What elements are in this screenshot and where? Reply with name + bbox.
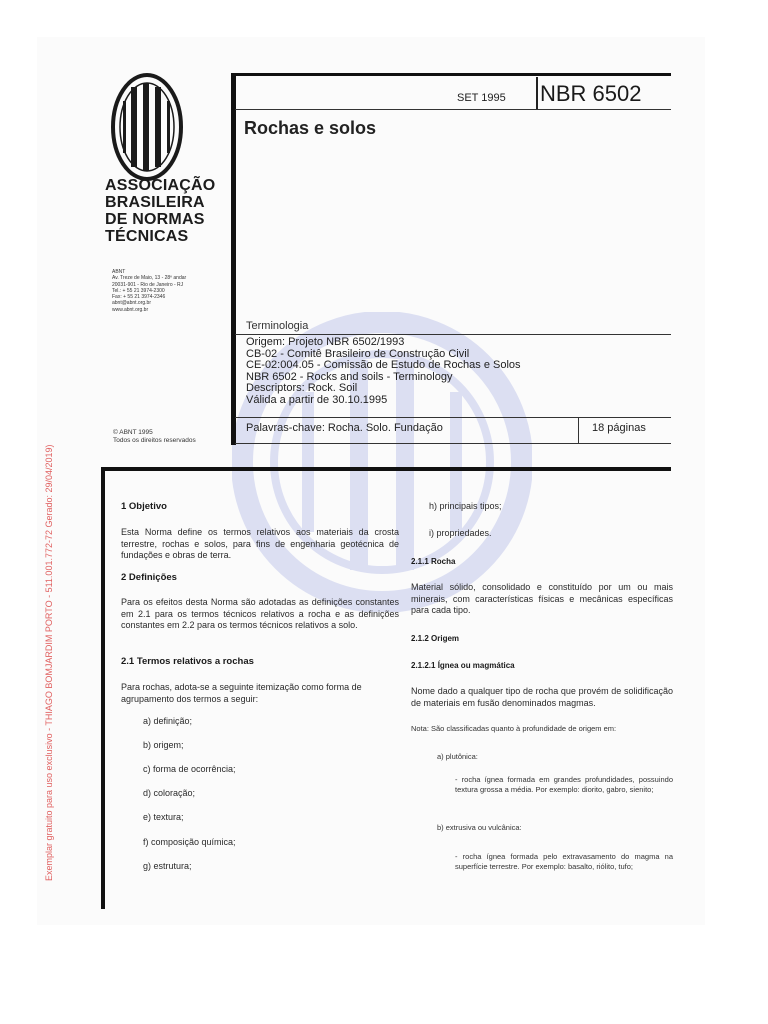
- note: Nota: São classificadas quanto à profundidade de origem em:: [411, 724, 617, 733]
- heading-origem: 2.1.2 Origem: [411, 634, 460, 643]
- paragraph-definicoes: Para os efeitos desta Norma são adotadas as definições constantes em 2.1 para os termos técnicos relativos a rocha e as definições constantes em 2.2 para os termos técnicos relativos a solo.: [121, 597, 399, 630]
- copyright: © ABNT 1995 Todos os direitos reservados: [113, 429, 196, 444]
- list-item: f) composição química;: [143, 837, 236, 847]
- origin-metadata: Origem: Projeto NBR 6502/1993 CB-02 - Comitê Brasileiro de Construção Civil CE-02:004.05 - Comissão de Estudo de Rochas e Solos NBR 6502 - Rocks and soils - Terminology Descriptors: Rock. Soil Válida a partir de 30.10.1995: [246, 336, 521, 406]
- body-rule-left: [101, 467, 105, 909]
- org-name: ASSOCIAÇÃO BRASILEIRA DE NORMAS TÉCNICAS: [105, 177, 216, 245]
- document-title: Rochas e solos: [244, 118, 377, 138]
- org-address: ABNT Av. Treze de Maio, 13 - 28º andar 20031-901 - Rio de Janeiro - RJ Tel.: + 55 21 3974-2300 Fax: + 55 21 3974-2346 abnt@abnt.org.br www.abnt.org.br: [112, 269, 187, 313]
- page-count: 18 páginas: [592, 422, 646, 434]
- keywords: Palavras-chave: Rocha. Solo. Fundação: [246, 422, 443, 434]
- subitem-plutonica: a) plutônica:: [437, 752, 478, 761]
- heading-rocha: 2.1.1 Rocha: [411, 557, 456, 566]
- standard-code: NBR 6502: [540, 81, 642, 106]
- body-rule-top: [101, 467, 671, 471]
- paragraph-termos-rochas: Para rochas, adota-se a seguinte itemização como forma de agrupamento dos termos a seguir:: [121, 682, 362, 704]
- list-item: b) origem;: [143, 740, 184, 750]
- header-rule-top: [231, 73, 671, 76]
- header-rule-vertical: [231, 73, 236, 445]
- heading-definicoes: 2 Definições: [121, 572, 177, 583]
- heading-objetivo: 1 Objetivo: [121, 501, 167, 512]
- standard-date: SET 1995: [457, 92, 506, 104]
- list-item: a) definição;: [143, 716, 193, 726]
- header-rule-mid: [235, 109, 671, 110]
- list-item: h) principais tipos;: [429, 501, 502, 511]
- document-page: [37, 37, 705, 925]
- subitem-extrusiva: b) extrusiva ou vulcânica:: [437, 823, 522, 832]
- abnt-logo-icon: [109, 71, 185, 183]
- paragraph-objetivo: Esta Norma define os termos relativos aos materiais da crosta terrestre, rochas e solos, para fins de engenharia geotécnica de fundações e obras de terra.: [121, 527, 399, 560]
- list-item: e) textura;: [143, 812, 184, 822]
- paragraph-ignea: Nome dado a qualquer tipo de rocha que provém de solidificação de materiais em fusão denominados magmas.: [411, 686, 673, 708]
- section-label: Terminologia: [246, 320, 309, 332]
- header-separator: [536, 77, 538, 109]
- text-plutonica: - rocha ígnea formada em grandes profundidades, possuindo textura grossa a média. Por exemplo: diorito, gabro, sienito;: [455, 775, 673, 794]
- text-extrusiva: - rocha ígnea formada pelo extravasamento do magma na superfície terrestre. Por exemplo: basalto, riólito, tufo;: [455, 852, 673, 871]
- list-item: d) coloração;: [143, 788, 196, 798]
- list-item: i) propriedades.: [429, 528, 492, 538]
- heading-termos-rochas: 2.1 Termos relativos a rochas: [121, 656, 254, 667]
- license-side-note: Exemplar gratuito para uso exclusivo - THIAGO BOMJARDIM PORTO - 511.001.772-72 Gerado: 29/04/2019): [44, 444, 54, 881]
- list-item: c) forma de ocorrência;: [143, 764, 236, 774]
- heading-ignea: 2.1.2.1 Ígnea ou magmática: [411, 661, 515, 670]
- paragraph-rocha: Material sólido, consolidado e constituído por um ou mais minerais, com características físicas e mecânicas específicas para cada tipo.: [411, 582, 673, 615]
- list-item: g) estrutura;: [143, 861, 192, 871]
